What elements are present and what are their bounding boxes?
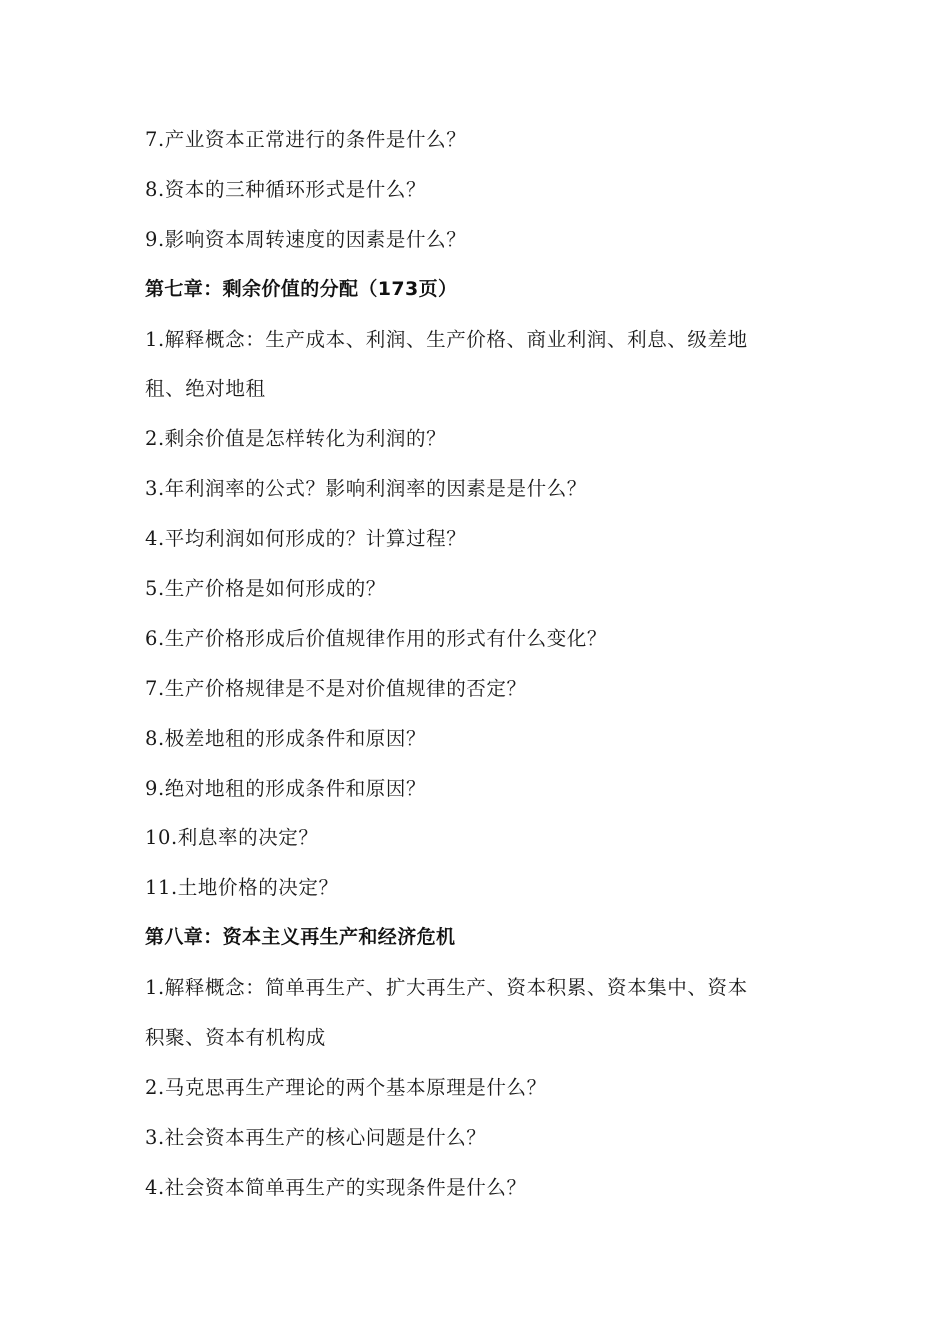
question-line: 9.影响资本周转速度的因素是什么？ [145, 227, 467, 251]
question-line: 2.剩余价值是怎样转化为利润的？ [145, 427, 447, 451]
question-line: 1.解释概念：简单再生产、扩大再生产、资本积累、资本集中、资本 [145, 976, 748, 1000]
question-line: 1.解释概念：生产成本、利润、生产价格、商业利润、利息、级差地 [145, 327, 748, 351]
question-line: 8.资本的三种循环形式是什么？ [145, 177, 427, 201]
question-line: 7.生产价格规律是不是对价值规律的否定？ [145, 676, 527, 700]
question-line: 6.生产价格形成后价值规律作用的形式有什么变化？ [145, 626, 608, 650]
question-line: 10.利息率的决定？ [145, 826, 319, 850]
chapter-heading: 第八章：资本主义再生产和经济危机 [145, 926, 456, 949]
document-page [145, 115, 815, 1213]
chapter-heading: 第七章：剩余价值的分配（173页） [145, 277, 458, 300]
question-line-continuation: 积聚、资本有机构成 [145, 1026, 326, 1050]
question-line: 11.土地价格的决定？ [145, 876, 339, 900]
question-line: 2.马克思再生产理论的两个基本原理是什么？ [145, 1075, 547, 1099]
question-line: 4.平均利润如何形成的？计算过程？ [145, 527, 467, 551]
question-line: 3.年利润率的公式？影响利润率的因素是是什么？ [145, 477, 587, 501]
question-line: 7.产业资本正常进行的条件是什么？ [145, 128, 467, 151]
question-line: 3.社会资本再生产的核心问题是什么？ [145, 1125, 487, 1149]
question-line: 5.生产价格是如何形成的？ [145, 577, 386, 601]
question-line: 9.绝对地租的形成条件和原因？ [145, 776, 427, 800]
question-line: 8.极差地租的形成条件和原因？ [145, 726, 427, 750]
question-line-continuation: 租、绝对地租 [145, 377, 266, 401]
question-line: 4.社会资本简单再生产的实现条件是什么？ [145, 1175, 527, 1199]
